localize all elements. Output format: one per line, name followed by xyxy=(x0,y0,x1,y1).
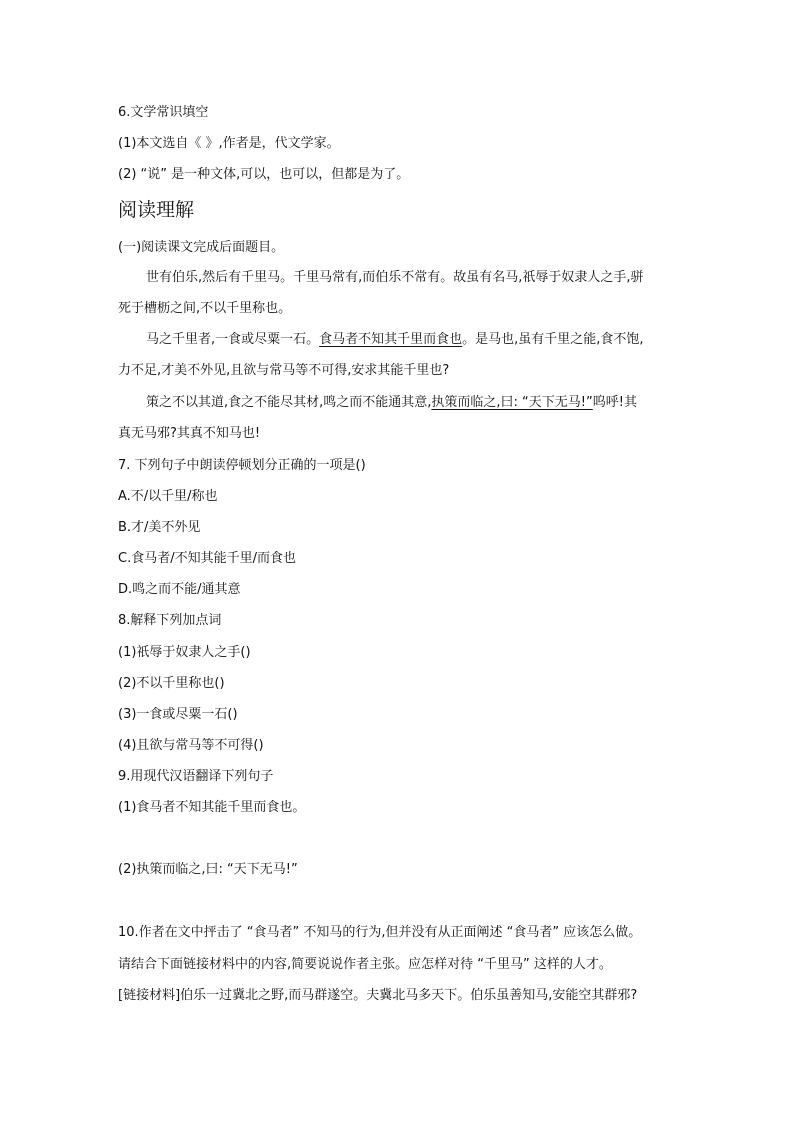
q10-line-2: 请结合下面链接材料中的内容,简要说说作者主张。应怎样对待 “千里马” 这样的人才。 xyxy=(118,957,612,972)
passage-intro: (一)阅读课文完成后面题目。 xyxy=(118,240,285,255)
p2-underlined-sentence: 食马者不知其千里而食也 xyxy=(319,332,463,347)
q7-stem: 7. 下列句子中朗读停顿划分正确的一项是() xyxy=(118,458,366,473)
q7-option-d: D.鸣之而不能/通其意 xyxy=(118,582,241,597)
passage-p2-line2: 力不足,才美不外见,且欲与常马等不可得,安求其能千里也? xyxy=(118,363,450,378)
p2-post: 。是马也,虽有千里之能,食不饱, xyxy=(462,332,644,347)
passage-p1-line2: 死于槽枥之间,不以千里称也。 xyxy=(118,301,292,316)
q8-item-1: (1)祇辱于奴隶人之手() xyxy=(118,645,251,660)
p3-pre: 策之不以其道,食之不能尽其材,鸣之而不能通其意, xyxy=(146,395,432,410)
passage-p2-line1 xyxy=(146,330,644,350)
q8-item-2: (2)不以千里称也() xyxy=(118,676,225,691)
q8-item-3: (3)一食或尽粟一石() xyxy=(118,707,238,722)
section-heading: 阅读理解 xyxy=(118,199,195,221)
q9-item-2: (2)执策而临之,曰: “天下无马!” xyxy=(118,862,298,877)
q7-option-a: A.不/以千里/称也 xyxy=(118,489,218,504)
p2-pre: 马之千里者,一食或尽粟一石。 xyxy=(146,332,320,347)
q6-item-2: (2) “说” 是一种文体,可以，也可以，但都是为了。 xyxy=(118,167,410,182)
q7-option-b: B.才/美不外见 xyxy=(118,520,201,535)
p3-underlined-sentence: 执策而临之,曰: “天下无马!” xyxy=(431,395,593,410)
passage-p3-line2: 真无马邪?其真不知马也! xyxy=(118,426,261,441)
q10-line-3: [链接材料]伯乐一过冀北之野,而马群遂空。夫冀北马多天下。伯乐虽善知马,安能空其群邪? xyxy=(118,988,638,1003)
q9-stem: 9.用现代汉语翻译下列句子 xyxy=(118,769,274,784)
passage-p3-line1 xyxy=(146,393,637,413)
passage-p1-line1: 世有伯乐,然后有千里马。千里马常有,而伯乐不常有。故虽有名马,祇辱于奴隶人之手,骈 xyxy=(146,270,644,285)
q7-option-c: C.食马者/不知其能千里/而食也 xyxy=(118,551,296,566)
q9-item-1: (1)食马者不知其能千里而食也。 xyxy=(118,800,306,815)
q10-line-1: 10.作者在文中抨击了 “食马者” 不知马的行为,但并没有从正面阐述 “食马者” 应该怎么做。 xyxy=(118,925,642,940)
p3-post: 呜呼!其 xyxy=(592,395,637,410)
q6-item-1: (1)本文选自《 》,作者是，代文学家。 xyxy=(118,136,340,151)
q8-item-4: (4)且欲与常马等不可得() xyxy=(118,738,264,753)
q8-stem: 8.解释下列加点词 xyxy=(118,613,222,628)
q6-title: 6.文学常识填空 xyxy=(118,105,209,120)
